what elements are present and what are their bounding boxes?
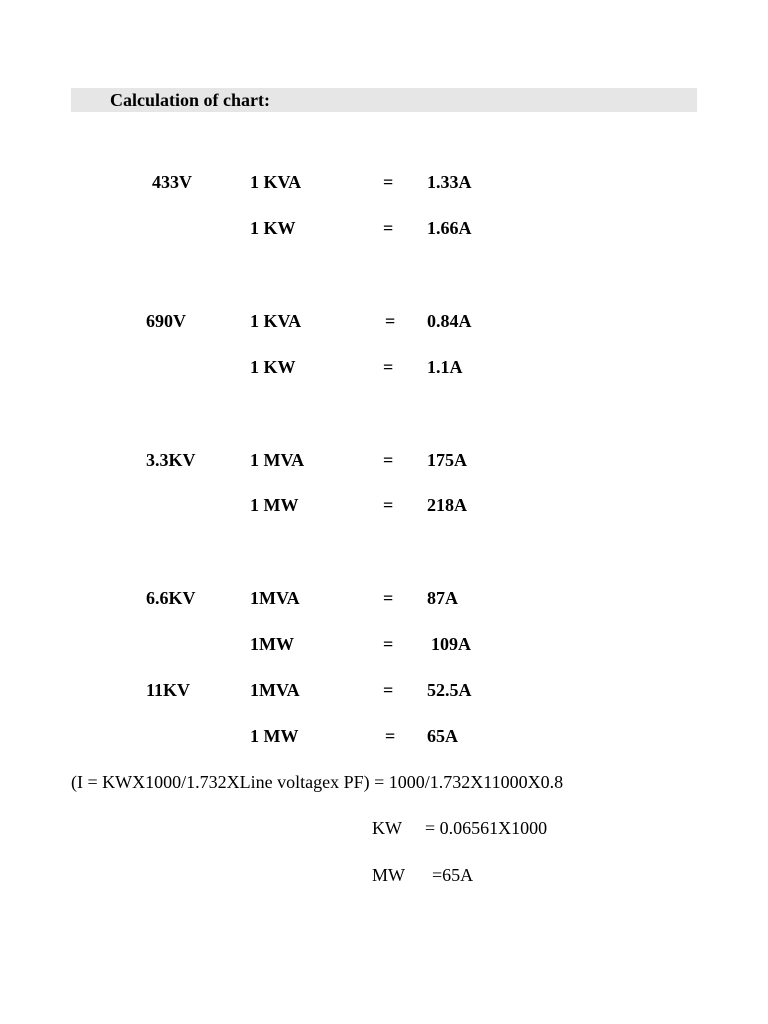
row-value: 0.84A xyxy=(427,311,472,331)
row-unit: 1MVA xyxy=(250,680,300,700)
row-equals: = xyxy=(383,495,394,515)
row-unit: 1MVA xyxy=(250,588,300,608)
row-value: 175A xyxy=(427,450,467,470)
formula-kw-value: = 0.06561X1000 xyxy=(425,818,548,838)
formula-mw-value: =65A xyxy=(432,865,474,885)
row-equals: = xyxy=(383,634,394,654)
row-equals: = xyxy=(383,172,394,192)
row-equals: = xyxy=(383,218,394,238)
row-equals: = xyxy=(385,311,396,331)
row-unit: 1 MVA xyxy=(250,450,305,470)
row-voltage: 6.6KV xyxy=(146,588,196,608)
formula-mw-label: MW xyxy=(372,865,405,885)
row-value: 1.66A xyxy=(427,218,472,238)
row-voltage: 11KV xyxy=(146,680,191,700)
row-equals: = xyxy=(383,680,394,700)
row-unit: 1 MW xyxy=(250,726,299,746)
row-unit: 1 KW xyxy=(250,218,296,238)
row-value: 1.33A xyxy=(427,172,472,192)
row-unit: 1MW xyxy=(250,634,294,654)
row-value: 65A xyxy=(427,726,458,746)
row-value: 109A xyxy=(431,634,471,654)
row-unit: 1 MW xyxy=(250,495,299,515)
row-value: 1.1A xyxy=(427,357,463,377)
row-unit: 1 KVA xyxy=(250,311,302,331)
row-voltage: 3.3KV xyxy=(146,450,196,470)
page-title: Calculation of chart: xyxy=(110,90,270,110)
row-equals: = xyxy=(385,726,396,746)
formula-kw-label: KW xyxy=(372,818,402,838)
row-voltage: 690V xyxy=(146,311,186,331)
row-unit: 1 KW xyxy=(250,357,296,377)
row-value: 52.5A xyxy=(427,680,472,700)
row-equals: = xyxy=(383,588,394,608)
row-equals: = xyxy=(383,357,394,377)
formula-line: (I = KWX1000/1.732XLine voltagex PF) = 1000/1.732X11000X0.8 xyxy=(71,772,564,792)
row-unit: 1 KVA xyxy=(250,172,302,192)
row-voltage: 433V xyxy=(152,172,192,192)
row-equals: = xyxy=(383,450,394,470)
row-value: 87A xyxy=(427,588,458,608)
row-value: 218A xyxy=(427,495,467,515)
